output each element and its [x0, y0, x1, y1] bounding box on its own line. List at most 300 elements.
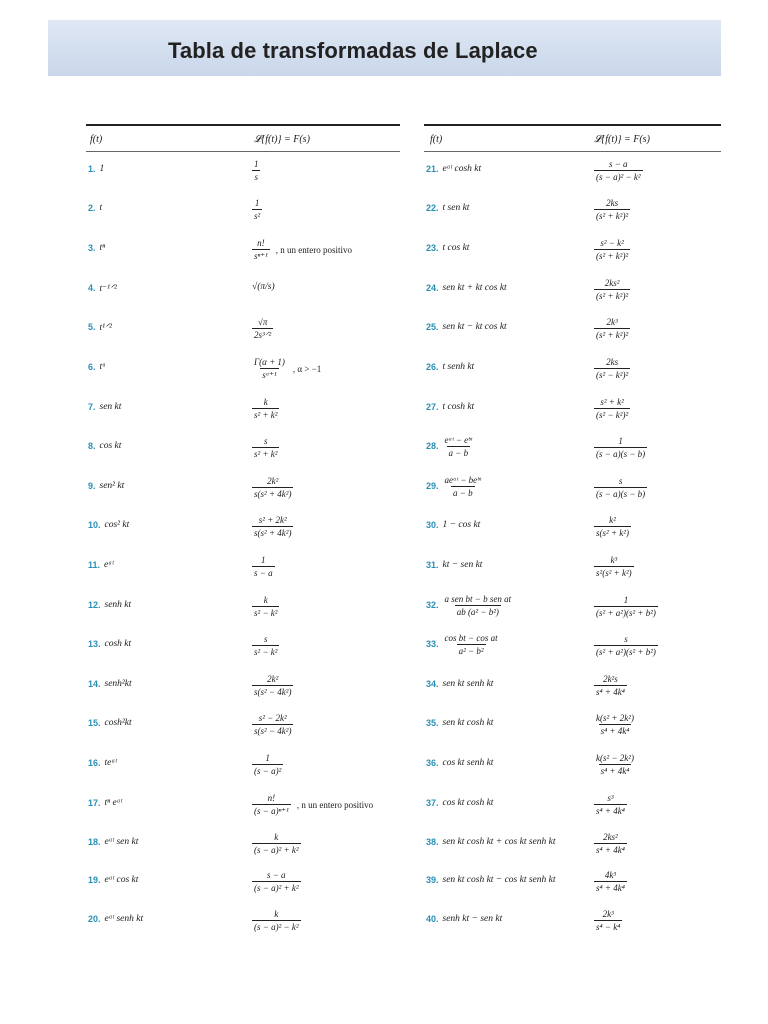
- transform-cell: [594, 595, 658, 618]
- function-expression: cos kt cosh kt: [442, 798, 494, 808]
- function-expression: sen kt senh kt: [442, 679, 494, 689]
- transform-cell: [252, 555, 275, 578]
- table-row: [86, 476, 400, 499]
- transform-cell: [594, 832, 627, 855]
- function-expression: tⁿ: [99, 243, 106, 253]
- transform-cell: [594, 397, 630, 420]
- row-number: 24.: [426, 283, 439, 293]
- row-number: 19.: [88, 875, 101, 885]
- table-row: [86, 317, 400, 340]
- function-fraction-numerator: eᵃᵗ − eᵇᵗ: [444, 434, 473, 445]
- transform-fraction: [594, 753, 636, 776]
- transform-fraction-numerator: 2k³: [602, 909, 614, 919]
- transform-fraction-denominator: (s² − k²)²: [596, 370, 629, 380]
- function-cell: [426, 357, 474, 377]
- transform-fraction: [252, 159, 261, 182]
- function-fraction: [443, 594, 514, 617]
- function-cell: [88, 595, 131, 615]
- transform-fraction: [594, 555, 634, 578]
- function-expression: tⁿ eᵃᵗ: [104, 798, 123, 808]
- function-cell: [88, 436, 121, 456]
- table-row: [86, 357, 400, 380]
- function-expression: t sen kt: [442, 203, 470, 213]
- transform-fraction-denominator: s⁴ + 4k⁴: [596, 687, 625, 697]
- function-expression: cosh kt: [104, 639, 132, 649]
- transform-fraction-numerator: 1: [265, 753, 270, 763]
- function-expression: senh kt − sen kt: [442, 914, 503, 924]
- function-expression: eᵃᵗ: [104, 560, 114, 570]
- table-row: [86, 238, 400, 261]
- transform-fraction-numerator: 2k³: [606, 317, 618, 327]
- function-expression: eᵃᵗ senh kt: [104, 914, 144, 924]
- transform-fraction-denominator: s² − k²: [254, 647, 278, 657]
- table-row: [424, 317, 721, 340]
- transform-cell: [594, 159, 643, 182]
- transform-fraction: [252, 674, 293, 697]
- table-row: [424, 909, 721, 932]
- transform-expression: √(π/s): [252, 282, 275, 292]
- transform-fraction-denominator: s⁴ − k⁴: [596, 922, 621, 932]
- transform-fraction-denominator: (s² + a²)(s² + b²): [596, 647, 656, 657]
- transform-fraction-denominator: sⁿ⁺¹: [254, 251, 268, 261]
- transform-fraction-numerator: 2ks: [606, 357, 619, 367]
- transform-cell: [594, 674, 627, 697]
- row-number: 1.: [88, 164, 96, 174]
- transform-fraction-numerator: 2k²: [267, 476, 279, 486]
- transform-fraction-numerator: k(s² + 2k²): [596, 713, 634, 723]
- transform-fraction: [252, 476, 293, 499]
- table-row: [424, 555, 721, 578]
- transform-fraction-denominator: (s − a)² − k²: [254, 922, 299, 932]
- function-cell: [88, 159, 104, 179]
- row-number: 3.: [88, 243, 96, 253]
- transform-fraction-denominator: s: [254, 172, 258, 182]
- row-number: 34.: [426, 679, 439, 689]
- row-number: 39.: [426, 875, 439, 885]
- transform-note: , α > −1: [292, 364, 322, 374]
- transform-cell: [252, 634, 279, 657]
- table-row: [424, 674, 721, 697]
- function-cell: [426, 595, 513, 615]
- table-row: [424, 198, 721, 221]
- row-number: 36.: [426, 758, 439, 768]
- function-expression: cos kt: [99, 441, 122, 451]
- row-number: 29.: [426, 481, 439, 491]
- transform-cell: [252, 515, 293, 538]
- transform-cell: [594, 555, 634, 578]
- transform-cell: [252, 357, 321, 381]
- transform-fraction-numerator: 1: [254, 198, 260, 208]
- transform-note: , n un entero positivo: [296, 800, 374, 810]
- transform-cell: [594, 278, 630, 301]
- function-fraction-denominator: a − b: [448, 447, 469, 458]
- function-expression: senh²kt: [104, 679, 132, 689]
- table-row: [424, 753, 721, 776]
- transform-fraction-denominator: s⁴ + 4k⁴: [596, 883, 625, 893]
- table-row: [86, 713, 400, 736]
- transform-fraction: [252, 713, 293, 736]
- table-header: [86, 126, 400, 152]
- function-expression: t senh kt: [442, 362, 475, 372]
- transform-fraction-numerator: s² − k²: [600, 238, 624, 248]
- transform-fraction: [252, 555, 275, 578]
- row-number: 35.: [426, 718, 439, 728]
- transform-cell: [594, 436, 647, 459]
- transform-fraction: [252, 515, 293, 538]
- function-cell: [426, 555, 482, 575]
- transform-fraction: [594, 713, 636, 736]
- transform-fraction-numerator: n!: [267, 793, 276, 803]
- transform-cell: [594, 238, 630, 261]
- function-cell: [88, 909, 143, 929]
- transform-fraction: [594, 870, 627, 893]
- table-row: [424, 434, 721, 459]
- table-row: [424, 357, 721, 380]
- function-cell: [426, 476, 483, 496]
- transform-fraction: [252, 595, 279, 618]
- function-expression: eᵃᵗ sen kt: [104, 837, 139, 847]
- transform-fraction-denominator: s⁴ + 4k⁴: [596, 845, 625, 855]
- function-expression: t¹ᐟ²: [99, 322, 112, 333]
- transform-cell: [252, 713, 293, 736]
- transform-fraction-denominator: (s − a)² − k²: [596, 172, 641, 182]
- transform-fraction-denominator: (s² + a²)(s² + b²): [596, 608, 656, 618]
- transform-fraction-numerator: s: [618, 476, 623, 486]
- transform-fraction: [594, 515, 631, 538]
- transform-fraction-numerator: 2ks: [606, 198, 619, 208]
- transform-fraction-denominator: s² + k²: [254, 410, 278, 420]
- transform-cell: [594, 476, 647, 499]
- function-cell: [426, 674, 493, 694]
- transform-cell: [252, 753, 283, 776]
- transform-fraction-numerator: 1: [623, 595, 629, 605]
- transform-fraction-denominator: s⁴ + 4k⁴: [600, 766, 630, 776]
- transform-fraction: [252, 317, 273, 341]
- transform-fraction: [252, 198, 262, 221]
- transform-fraction-denominator: (s² + k²)²: [596, 251, 629, 261]
- transform-cell: [252, 278, 275, 292]
- transform-cell: [594, 870, 627, 893]
- function-fraction-numerator: a sen bt − b sen at: [444, 593, 512, 604]
- function-expression: cos² kt: [104, 520, 130, 530]
- transform-fraction-numerator: s³: [607, 793, 614, 803]
- transform-cell: [594, 515, 631, 538]
- transform-cell: [594, 634, 658, 657]
- transform-fraction: [594, 278, 630, 301]
- function-cell: [88, 832, 138, 852]
- transform-fraction-numerator: s² + k²: [600, 397, 624, 407]
- function-expression: sen kt + kt cos kt: [442, 283, 507, 293]
- function-cell: [426, 397, 474, 417]
- transform-cell: [594, 317, 630, 340]
- table-row: [86, 198, 400, 221]
- transform-fraction-numerator: s: [263, 634, 268, 644]
- transform-fraction-denominator: s⁴ + 4k⁴: [600, 726, 630, 736]
- title-banner: [48, 20, 721, 76]
- table-row: [86, 595, 400, 618]
- transform-fraction: [594, 317, 630, 340]
- function-cell: [426, 870, 556, 890]
- function-expression: kt − sen kt: [442, 560, 483, 570]
- row-number: 26.: [426, 362, 439, 372]
- table-row: [86, 278, 400, 298]
- transform-fraction-numerator: 1: [261, 555, 266, 565]
- header-transform: 𝓛{f(t)} = F(s): [254, 134, 310, 145]
- transform-fraction-denominator: s(s² + 4k²): [254, 489, 292, 499]
- transform-fraction: [594, 436, 647, 459]
- function-cell: [426, 832, 556, 852]
- function-cell: [88, 674, 132, 694]
- function-cell: [88, 357, 106, 377]
- transform-fraction-denominator: s − a: [254, 568, 273, 578]
- function-cell: [426, 278, 507, 298]
- function-cell: [88, 278, 117, 298]
- transform-fraction-numerator: s² + 2k²: [258, 515, 287, 525]
- transform-cell: [252, 198, 262, 221]
- row-number: 11.: [88, 560, 101, 570]
- function-cell: [426, 159, 481, 179]
- row-number: 20.: [88, 914, 101, 924]
- transform-fraction: [252, 357, 287, 381]
- table-row: [424, 593, 721, 618]
- table-row: [424, 870, 721, 893]
- table-row: [86, 159, 400, 182]
- table-right-column: [424, 124, 721, 932]
- transform-fraction-denominator: s(s² − 4k²): [254, 687, 292, 697]
- transform-fraction: [594, 238, 630, 261]
- function-cell: [426, 793, 493, 813]
- transform-fraction-denominator: s⁴ + 4k⁴: [596, 806, 625, 816]
- transform-fraction-denominator: s(s² + k²): [596, 528, 629, 538]
- transform-fraction: [594, 909, 622, 932]
- function-expression: t⁻¹ᐟ²: [99, 283, 117, 294]
- transform-fraction: [252, 238, 270, 262]
- transform-fraction-denominator: s² − k²: [254, 608, 278, 618]
- function-expression: t cos kt: [442, 243, 470, 253]
- row-number: 31.: [426, 560, 439, 570]
- transform-fraction-numerator: 4k³: [604, 870, 617, 880]
- table-row: [424, 793, 721, 816]
- table-row: [424, 713, 721, 736]
- function-fraction-denominator: a² − b²: [458, 645, 484, 656]
- function-expression: t: [99, 203, 103, 213]
- table-row: [86, 832, 400, 855]
- function-cell: [426, 634, 500, 654]
- function-cell: [88, 713, 132, 733]
- transform-fraction-numerator: k: [274, 832, 279, 842]
- header-transform: 𝓛{f(t)} = F(s): [594, 134, 650, 145]
- function-cell: [88, 870, 138, 890]
- row-number: 14.: [88, 679, 101, 689]
- transform-fraction-numerator: 2ks²: [604, 278, 620, 288]
- function-cell: [88, 753, 117, 773]
- table-row: [86, 515, 400, 538]
- transform-cell: [252, 595, 279, 618]
- transform-fraction-denominator: s²: [254, 211, 261, 221]
- transform-cell: [252, 317, 273, 341]
- function-cell: [426, 909, 502, 929]
- function-cell: [88, 238, 105, 258]
- transform-cell: [252, 909, 301, 932]
- transform-fraction-numerator: s − a: [266, 870, 286, 880]
- transform-fraction-numerator: 1: [618, 436, 623, 446]
- transform-fraction: [594, 198, 630, 221]
- transform-fraction-numerator: 2k²s: [603, 674, 618, 684]
- function-cell: [426, 198, 469, 218]
- table-row: [86, 870, 400, 893]
- transform-fraction-numerator: √π: [257, 317, 268, 327]
- row-number: 12.: [88, 600, 101, 610]
- row-number: 37.: [426, 798, 439, 808]
- transform-fraction-numerator: 1: [254, 159, 259, 169]
- transform-cell: [252, 397, 279, 420]
- transform-fraction: [594, 832, 627, 855]
- row-number: 6.: [88, 362, 96, 372]
- transform-fraction-denominator: (s − a)² + k²: [254, 845, 299, 855]
- transform-fraction-numerator: k: [274, 909, 279, 919]
- function-expression: tᵅ: [99, 362, 106, 372]
- transform-fraction: [252, 397, 279, 420]
- header-f: f(t): [90, 134, 103, 145]
- transform-cell: [252, 436, 279, 459]
- transform-cell: [252, 832, 301, 855]
- transform-fraction-numerator: k³: [610, 555, 618, 565]
- transform-fraction-numerator: k: [263, 397, 268, 407]
- transform-fraction-numerator: s − a: [608, 159, 628, 169]
- table-row: [86, 436, 400, 459]
- table-row: [86, 397, 400, 420]
- transform-fraction-numerator: s: [263, 436, 268, 446]
- transform-fraction: [594, 634, 658, 657]
- row-number: 32.: [426, 600, 439, 610]
- table-row: [424, 832, 721, 855]
- transform-fraction: [252, 832, 301, 855]
- transform-fraction-numerator: k(s² − 2k²): [596, 753, 634, 763]
- table-header: [424, 126, 721, 152]
- transform-fraction-numerator: s² − 2k²: [258, 713, 287, 723]
- function-cell: [88, 515, 129, 535]
- transform-fraction-denominator: s²(s² + k²): [596, 568, 632, 578]
- row-number: 27.: [426, 402, 439, 412]
- transform-fraction-denominator: (s² − k²)²: [596, 410, 629, 420]
- function-expression: sen² kt: [99, 481, 125, 491]
- row-number: 8.: [88, 441, 96, 451]
- row-number: 4.: [88, 283, 96, 293]
- function-fraction-denominator: a − b: [453, 487, 473, 498]
- transform-fraction: [594, 357, 630, 380]
- row-number: 28.: [426, 441, 439, 451]
- transform-cell: [252, 870, 301, 893]
- function-cell: [426, 436, 474, 456]
- table-row: [86, 793, 400, 816]
- row-number: 33.: [426, 639, 439, 649]
- transform-fraction: [252, 870, 301, 893]
- function-cell: [88, 555, 114, 575]
- transform-fraction: [594, 793, 627, 816]
- table-row: [424, 238, 721, 261]
- function-cell: [426, 515, 480, 535]
- transform-fraction: [594, 397, 630, 420]
- transform-fraction-numerator: Γ(α + 1): [254, 357, 285, 367]
- transform-fraction: [594, 476, 647, 499]
- function-cell: [88, 793, 122, 813]
- function-expression: sen kt: [99, 402, 122, 412]
- row-number: 22.: [426, 203, 439, 213]
- table-row: [424, 159, 721, 182]
- row-number: 9.: [88, 481, 96, 491]
- function-cell: [426, 238, 469, 258]
- table-row: [86, 674, 400, 697]
- transform-fraction-denominator: s(s² − 4k²): [254, 726, 292, 736]
- row-number: 17.: [88, 798, 101, 808]
- table-row: [424, 515, 721, 538]
- transform-cell: [594, 198, 630, 221]
- row-number: 16.: [88, 758, 101, 768]
- function-fraction: [443, 435, 475, 458]
- transform-cell: [252, 674, 293, 697]
- transform-cell: [594, 357, 630, 380]
- transform-fraction-denominator: (s − a)²: [254, 766, 282, 776]
- function-expression: 1 − cos kt: [442, 520, 481, 530]
- function-cell: [88, 476, 124, 496]
- row-number: 40.: [426, 914, 439, 924]
- function-cell: [426, 317, 507, 337]
- transform-fraction-numerator: 2k²: [267, 674, 279, 684]
- transform-fraction: [252, 793, 291, 817]
- function-expression: sen kt cosh kt: [442, 718, 494, 728]
- row-number: 13.: [88, 639, 101, 649]
- transform-fraction: [252, 909, 301, 932]
- transform-fraction: [594, 159, 643, 182]
- function-expression: sen kt − kt cos kt: [442, 322, 507, 332]
- table-row: [424, 397, 721, 420]
- page-title: Tabla de transformadas de Laplace: [168, 38, 538, 63]
- transform-fraction-denominator: sᵅ⁺¹: [262, 370, 277, 380]
- transform-cell: [252, 476, 293, 499]
- function-expression: 1: [99, 164, 105, 174]
- header-f: f(t): [430, 134, 443, 145]
- row-number: 38.: [426, 837, 439, 847]
- function-expression: sen kt cosh kt − cos kt senh kt: [442, 875, 556, 885]
- table-row: [86, 634, 400, 657]
- transform-fraction-denominator: (s² + k²)²: [596, 291, 629, 301]
- table-row: [86, 909, 400, 932]
- transform-fraction-numerator: 2ks²: [603, 832, 618, 842]
- function-expression: cosh²kt: [104, 718, 132, 728]
- transform-fraction-denominator: (s² + k²)²: [596, 330, 629, 340]
- table-row: [86, 753, 400, 776]
- row-number: 15.: [88, 718, 101, 728]
- function-fraction: [443, 475, 484, 498]
- transform-fraction-denominator: 2s³ᐟ²: [254, 330, 272, 340]
- function-cell: [88, 317, 112, 337]
- function-fraction-numerator: aeᵃᵗ − beᵇᵗ: [444, 474, 482, 485]
- transform-fraction-numerator: n!: [257, 238, 265, 248]
- function-expression: cos kt senh kt: [442, 758, 494, 768]
- transform-fraction-denominator: (s − a)ⁿ⁺¹: [254, 806, 289, 816]
- transform-fraction-denominator: (s − a)(s − b): [596, 489, 646, 499]
- function-fraction-numerator: cos bt − cos at: [444, 632, 498, 643]
- transform-cell: [594, 909, 622, 932]
- transform-note: , n un entero positivo: [275, 245, 353, 255]
- row-number: 7.: [88, 402, 96, 412]
- table-row: [424, 474, 721, 499]
- transform-fraction: [594, 674, 627, 697]
- function-fraction: [443, 633, 500, 656]
- function-cell: [88, 634, 131, 654]
- transform-cell: [594, 753, 636, 776]
- function-expression: eᵃᵗ cos kt: [104, 875, 139, 885]
